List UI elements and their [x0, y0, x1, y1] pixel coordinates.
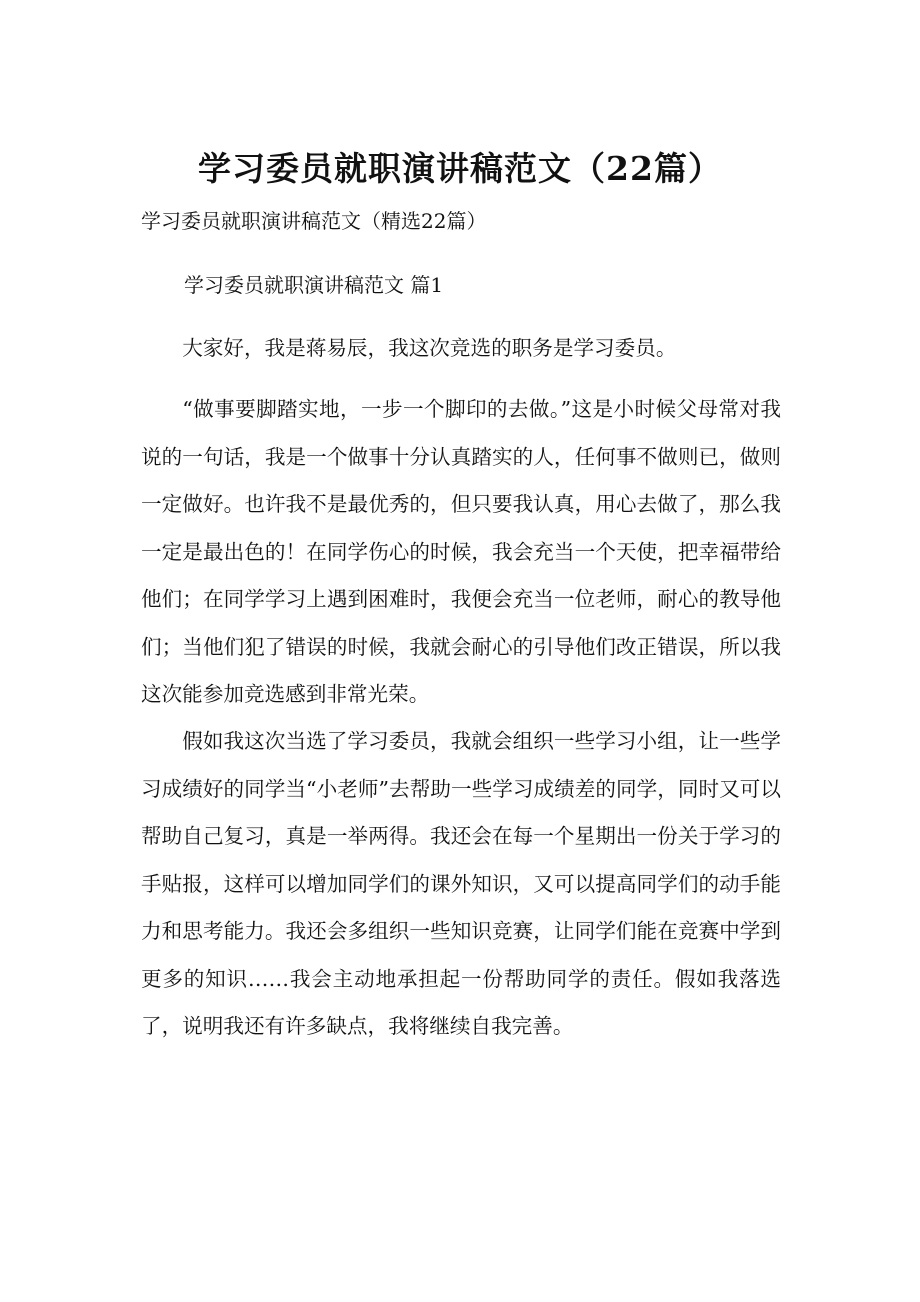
- paragraph-character: “做事要脚踏实地，一步一个脚印的去做。”这是小时候父母常对我说的一句话，我是一个做事十分认真踏实的人，任何事不做则已，做则一定做好。也许我不是最优秀的，但只要我认真，用心去做了，那么我一定是最出色的！在同学伤心的时候，我会充当一个天使，把幸福带给他们；在同学学习上遇到困难时，我便会充当一位老师，耐心的教导他们；当他们犯了错误的时候，我就会耐心的引导他们改正错误，所以我这次能参加竞选感到非常光荣。: [141, 397, 781, 706]
- section-heading: 学习委员就职演讲稿范文 篇1: [184, 273, 444, 297]
- document-subtitle: 学习委员就职演讲稿范文（精选22篇）: [141, 209, 487, 233]
- paragraph-plans: 假如我这次当选了学习委员，我就会组织一些学习小组，让一些学习成绩好的同学当“小老师”去帮助一些学习成绩差的同学，同时又可以帮助自己复习，真是一举两得。我还会在每一个星期出一份关于学习的手贴报，这样可以增加同学们的课外知识，又可以提高同学们的动手能力和思考能力。我还会多组织一些知识竞赛，让同学们能在竞赛中学到更多的知识……我会主动地承担起一份帮助同学的责任。假如我落选了，说明我还有许多缺点，我将继续自我完善。: [141, 729, 781, 1038]
- document-title: 学习委员就职演讲稿范文（22篇）: [198, 149, 722, 188]
- paragraph-greeting: 大家好，我是蒋易辰，我这次竞选的职务是学习委员。: [182, 336, 677, 360]
